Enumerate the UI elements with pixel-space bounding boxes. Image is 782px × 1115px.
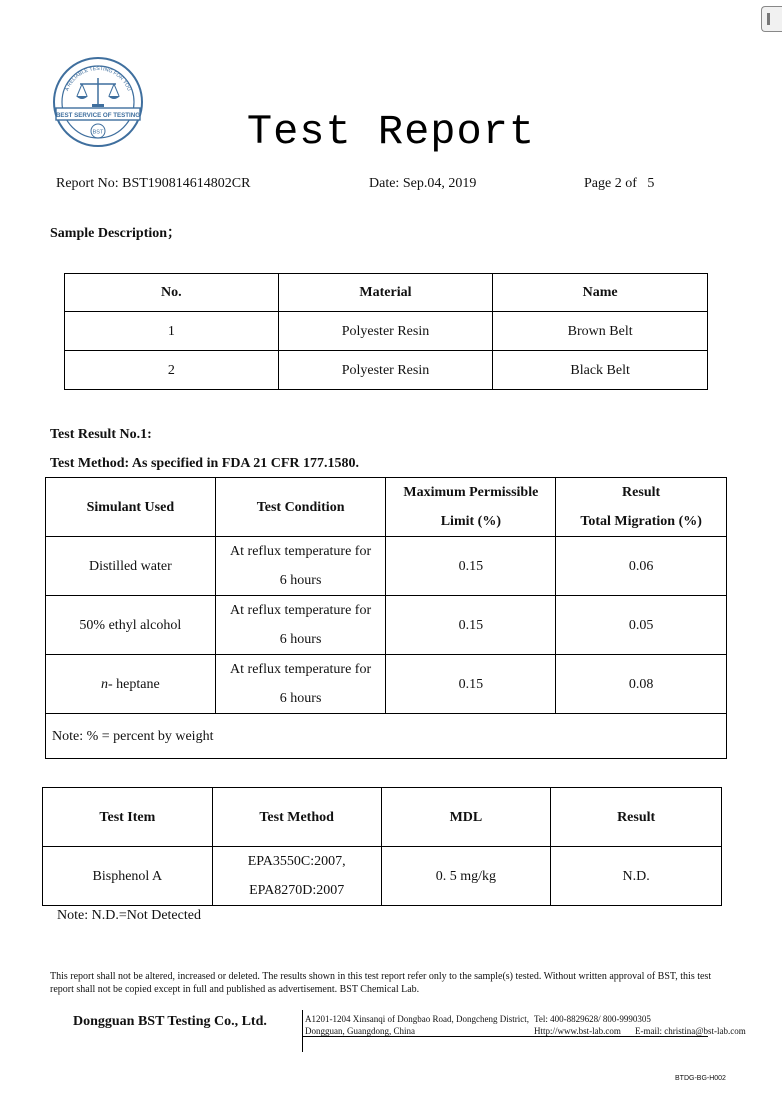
limit-cell: 0.15 <box>386 596 556 655</box>
sample-description-label: Sample Description； <box>50 226 182 241</box>
table-row <box>43 847 722 906</box>
simulant-italic-prefix: n <box>101 676 108 692</box>
column-header: Test Item <box>43 788 213 847</box>
result-cell: 0.06 <box>556 537 727 596</box>
contact-web[interactable]: Http://www.bst-lab.com <box>534 1026 621 1036</box>
report-title: Test Report <box>246 108 536 156</box>
test-method-label: Test Method: As specified in FDA 21 CFR 177.1580. <box>50 456 360 471</box>
method-line: EPA3550C:2007, <box>247 854 346 869</box>
table-cell: Brown Belt <box>493 312 708 351</box>
result-cell: N.D. <box>551 847 722 906</box>
side-panel-tab[interactable] <box>761 6 782 32</box>
header-line: Total Migration (%) <box>580 514 702 529</box>
sample-description-table <box>64 273 708 390</box>
column-header: No. <box>65 274 279 312</box>
table-header-row <box>43 788 722 847</box>
test-result-label: Test Result No.1: <box>50 427 152 442</box>
condition-cell <box>215 596 386 655</box>
condition-line: At reflux temperature for <box>230 662 372 677</box>
mdl-cell: 0. 5 mg/kg <box>381 847 551 906</box>
method-line: EPA8270D:2007 <box>249 883 345 898</box>
column-header: Material <box>278 274 493 312</box>
condition-line: At reflux temperature for <box>230 603 372 618</box>
address <box>305 1013 529 1037</box>
page-indicator: Page 2 of 5 <box>584 176 655 191</box>
nd-note: Note: N.D.=Not Detected <box>57 908 201 923</box>
logo-top-text: A RELIABLE TESTING FOR YOU <box>64 65 132 93</box>
column-header: Name <box>493 274 708 312</box>
condition-cell <box>215 655 386 714</box>
table-row <box>46 655 727 714</box>
header-line: Limit (%) <box>440 514 501 529</box>
result-cell: 0.08 <box>556 655 727 714</box>
table-row <box>65 351 708 390</box>
disclaimer-line: This report shall not be altered, increased or deleted. The results shown in this test report refer only to the sample(s) tested. Without written approval of BST, this test <box>50 971 712 982</box>
migration-results-table <box>45 477 727 759</box>
report-number: Report No: BST190814614802CR <box>56 176 251 191</box>
column-header: Test Method <box>212 788 381 847</box>
address-line: Dongguan, Guangdong, China <box>305 1026 415 1036</box>
disclaimer-line: report shall not be copied except in full and published as advertisement. BST Chemical Lab. <box>50 984 420 995</box>
table-row <box>46 537 727 596</box>
condition-line: At reflux temperature for <box>230 544 372 559</box>
simulant-cell: 50% ethyl alcohol <box>46 596 216 655</box>
test-method-cell <box>212 847 381 906</box>
simulant-text: - heptane <box>108 676 160 692</box>
report-date: Date: Sep.04, 2019 <box>369 176 477 191</box>
bisphenol-table <box>42 787 722 906</box>
header-line: Result <box>622 485 661 500</box>
column-header-simulant: Simulant Used <box>46 478 216 537</box>
table-row <box>46 596 727 655</box>
column-header-limit <box>386 478 556 537</box>
result-cell: 0.05 <box>556 596 727 655</box>
contact-email[interactable]: E-mail: christina@bst-lab.com <box>635 1026 746 1036</box>
table-cell: 2 <box>65 351 279 390</box>
table-header-row <box>46 478 727 537</box>
condition-line: 6 hours <box>279 691 322 706</box>
header-line: Maximum Permissible <box>403 485 539 500</box>
logo-bottom-text: BST <box>92 129 104 136</box>
simulant-cell: Distilled water <box>46 537 216 596</box>
logo-banner-text: BEST SERVICE OF TESTING <box>55 112 141 119</box>
table-header-row <box>65 274 708 312</box>
contact-tel: Tel: 400-8829628/ 800-9990305 <box>534 1014 651 1024</box>
condition-cell <box>215 537 386 596</box>
company-name: Dongguan BST Testing Co., Ltd. <box>73 1014 267 1029</box>
column-header-condition: Test Condition <box>215 478 386 537</box>
table-row <box>65 312 708 351</box>
weight-note: Note: % = percent by weight <box>46 714 727 759</box>
disclaimer <box>50 970 740 996</box>
document-code: BTDG-BG-H002 <box>675 1075 726 1082</box>
column-header: MDL <box>381 788 551 847</box>
column-header-result <box>556 478 727 537</box>
limit-cell: 0.15 <box>386 537 556 596</box>
table-cell: 1 <box>65 312 279 351</box>
test-item-cell: Bisphenol A <box>43 847 213 906</box>
limit-cell: 0.15 <box>386 655 556 714</box>
column-header: Result <box>551 788 722 847</box>
table-cell: Polyester Resin <box>278 351 493 390</box>
simulant-cell <box>46 655 216 714</box>
table-note-row <box>46 714 727 759</box>
footer-vertical-divider <box>302 1010 303 1052</box>
condition-line: 6 hours <box>279 632 322 647</box>
table-cell: Polyester Resin <box>278 312 493 351</box>
condition-line: 6 hours <box>279 573 322 588</box>
address-line: A1201-1204 Xinsanqi of Dongbao Road, Dongcheng District, <box>305 1014 529 1024</box>
table-cell: Black Belt <box>493 351 708 390</box>
